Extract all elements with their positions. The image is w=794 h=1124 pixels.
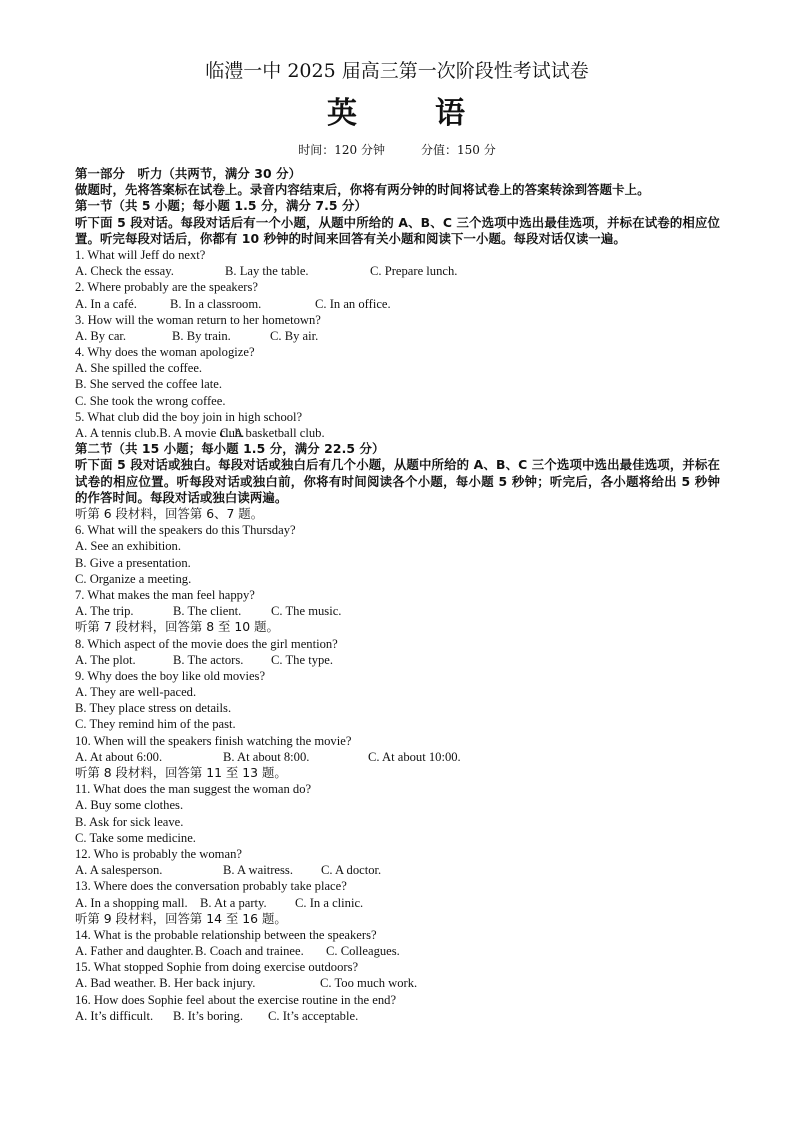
- option-a: A. At about 6:00.: [75, 749, 163, 764]
- material-label: 听第 7 段材料，回答第 8 至 10 题。: [75, 619, 279, 635]
- subject-char-2: 语: [435, 96, 467, 131]
- exam-body: [75, 166, 720, 1024]
- option-a-b: A. A tennis club.B. A movie club.: [75, 426, 245, 441]
- option-c: C. Colleagues.: [326, 944, 400, 959]
- option-b: B. Ask for sick leave.: [75, 814, 184, 829]
- question-options: [75, 425, 720, 441]
- question-stem: 4. Why does the woman apologize?: [75, 345, 255, 360]
- section2-instruction: 听下面 5 段对话或独白。每段对话或独白后有几个小题，从题中所给的 A、B、C 三个选项中选出最佳选项，并标在试卷的相应位置。听每段对话或独白前，你将有时间阅读各个小题，每小题 5 秒钟；听完后，各小题将给出 5 秒钟的作答时间。每段对话或独白读两遍。: [75, 457, 720, 505]
- option-b: B. Give a presentation.: [75, 555, 191, 570]
- option-a-b: A. Bad weather. B. Her back injury.: [75, 976, 256, 991]
- option-c: C. In a clinic.: [295, 895, 364, 910]
- option-c: C. She took the wrong coffee.: [75, 393, 226, 408]
- option-c: C. The music.: [271, 604, 342, 619]
- option-c: C. Prepare lunch.: [370, 264, 458, 279]
- option-b: B. By train.: [172, 328, 231, 343]
- option-a: A. It’s difficult.: [75, 1008, 154, 1023]
- question-stem: 16. How does Sophie feel about the exercise routine in the end?: [75, 992, 397, 1007]
- exam-score: 分值：150 分: [421, 143, 496, 157]
- material-label: 听第 8 段材料，回答第 11 至 13 题。: [75, 765, 287, 781]
- option-c: C. It’s acceptable.: [268, 1008, 359, 1023]
- option-a: A. Check the essay.: [75, 264, 174, 279]
- exam-title: 临澧一中 2025 届高三第一次阶段性考试试卷: [205, 60, 589, 82]
- question-stem: 2. Where probably are the speakers?: [75, 280, 258, 295]
- section1-heading: 第一节（共 5 小题；每小题 1.5 分，满分 7.5 分）: [75, 198, 368, 214]
- option-b: B. A waitress.: [223, 863, 293, 878]
- option-b: B. They place stress on details.: [75, 701, 232, 716]
- question-options: [75, 296, 720, 312]
- option-c: C. Take some medicine.: [75, 830, 196, 845]
- option-c: C. The type.: [271, 652, 334, 667]
- question-stem: 15. What stopped Sophie from doing exercise outdoors?: [75, 960, 359, 975]
- option-c: C. At about 10:00.: [368, 749, 461, 764]
- option-c: C. Too much work.: [320, 976, 418, 991]
- question-options: [75, 943, 720, 959]
- question-options: [75, 652, 720, 668]
- option-a: A. By car.: [75, 328, 127, 343]
- option-a: A. Father and daughter.: [75, 944, 194, 959]
- question-stem: 6. What will the speakers do this Thursday?: [75, 523, 296, 538]
- option-b: B. Coach and trainee.: [195, 944, 304, 959]
- material-label: 听第 6 段材料，回答第 6、7 题。: [75, 506, 264, 522]
- option-a: A. In a shopping mall.: [75, 895, 188, 910]
- option-b: B. Lay the table.: [225, 264, 309, 279]
- question-options: [75, 862, 720, 878]
- option-b: B. The client.: [173, 604, 242, 619]
- option-b: B. It’s boring.: [173, 1008, 243, 1023]
- question-options: [75, 749, 720, 765]
- option-a: A. The plot.: [75, 652, 136, 667]
- section1-instruction: 听下面 5 段对话。每段对话后有一个小题，从题中所给的 A、B、C 三个选项中选出最佳选项，并标在试卷的相应位置。听完每段对话后，你都有 10 秒钟的时间来回答有关小题和阅读下一小题。每段对话仅读一遍。: [75, 214, 720, 246]
- question-stem: 11. What does the man suggest the woman do?: [75, 782, 312, 797]
- question-options: [75, 263, 720, 279]
- question-stem: 9. Why does the boy like old movies?: [75, 668, 266, 683]
- option-a: A. The trip.: [75, 604, 134, 619]
- question-options: [75, 603, 720, 619]
- exam-info: [0, 141, 794, 158]
- option-a: A. See an exhibition.: [75, 539, 181, 554]
- option-b: B. At a party.: [200, 895, 267, 910]
- question-options: [75, 1008, 720, 1024]
- option-a: A. In a café.: [75, 296, 137, 311]
- part1-heading: 第一部分 听力（共两节，满分 30 分）: [75, 166, 302, 181]
- option-c: C. By air.: [270, 328, 319, 343]
- question-stem: 1. What will Jeff do next?: [75, 247, 206, 262]
- question-stem: 12. Who is probably the woman?: [75, 846, 242, 861]
- subject-char-1: 英: [327, 96, 359, 131]
- option-c: C. In an office.: [315, 296, 391, 311]
- option-c: C. A basketball club.: [220, 426, 325, 441]
- question-options: [75, 328, 720, 344]
- subject-title: [0, 88, 794, 132]
- part1-instruction: 做题时，先将答案标在试卷上。录音内容结束后，你将有两分钟的时间将试卷上的答案转涂到答题卡上。: [75, 182, 650, 198]
- question-stem: 13. Where does the conversation probably take place?: [75, 879, 347, 894]
- option-b: B. In a classroom.: [170, 296, 262, 311]
- option-a: A. They are well-paced.: [75, 685, 197, 700]
- option-b: B. The actors.: [173, 652, 244, 667]
- option-a: A. A salesperson.: [75, 863, 163, 878]
- question-stem: 14. What is the probable relationship between the speakers?: [75, 927, 377, 942]
- section2-heading: 第二节（共 15 小题；每小题 1.5 分，满分 22.5 分）: [75, 441, 385, 457]
- exam-time: 时间：120 分钟: [298, 143, 385, 157]
- question-stem: 8. Which aspect of the movie does the girl mention?: [75, 636, 338, 651]
- option-c: C. They remind him of the past.: [75, 717, 236, 732]
- question-stem: 3. How will the woman return to her hometown?: [75, 312, 321, 327]
- option-b: B. At about 8:00.: [223, 749, 310, 764]
- option-a: A. Buy some clothes.: [75, 798, 184, 813]
- question-stem: 10. When will the speakers finish watching the movie?: [75, 733, 352, 748]
- option-c: C. A doctor.: [321, 863, 382, 878]
- question-options: [75, 895, 720, 911]
- option-b: B. She served the coffee late.: [75, 377, 222, 392]
- option-c: C. Organize a meeting.: [75, 571, 192, 586]
- question-stem: 7. What makes the man feel happy?: [75, 587, 255, 602]
- question-options: [75, 975, 720, 991]
- question-stem: 5. What club did the boy join in high school?: [75, 409, 303, 424]
- option-a: A. She spilled the coffee.: [75, 361, 203, 376]
- material-label: 听第 9 段材料，回答第 14 至 16 题。: [75, 910, 287, 926]
